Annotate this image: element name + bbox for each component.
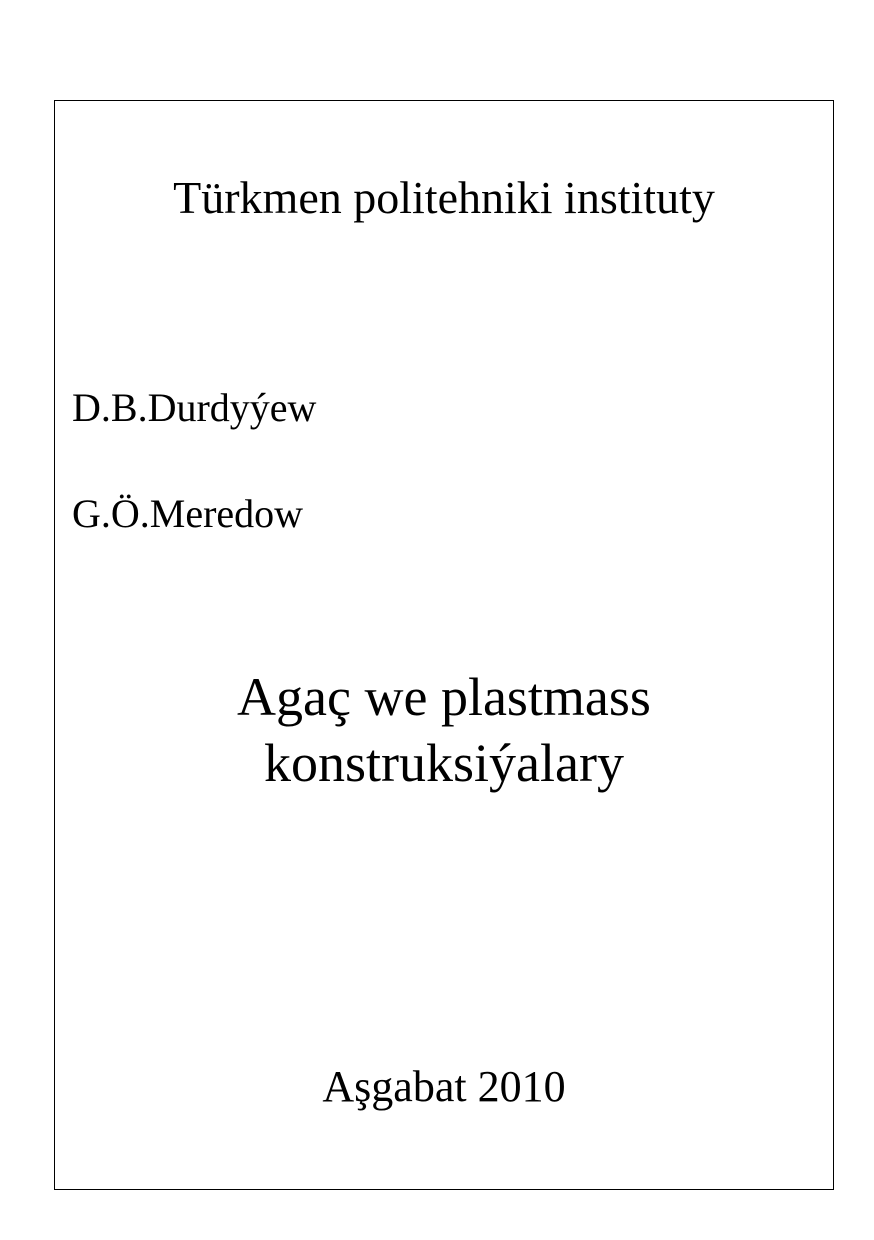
book-title [54, 664, 834, 796]
cover-border-frame [54, 100, 834, 1190]
book-title-line-1: Agaç we plastmass [237, 667, 651, 727]
book-title-line-2: konstruksiýalary [264, 733, 624, 793]
author-1: D.B.Durdyýew [72, 385, 317, 430]
publication-place-year: Aşgabat 2010 [322, 1062, 566, 1111]
institution-name: Türkmen politehniki instituty [173, 172, 715, 223]
author-2: G.Ö.Meredow [72, 491, 304, 536]
